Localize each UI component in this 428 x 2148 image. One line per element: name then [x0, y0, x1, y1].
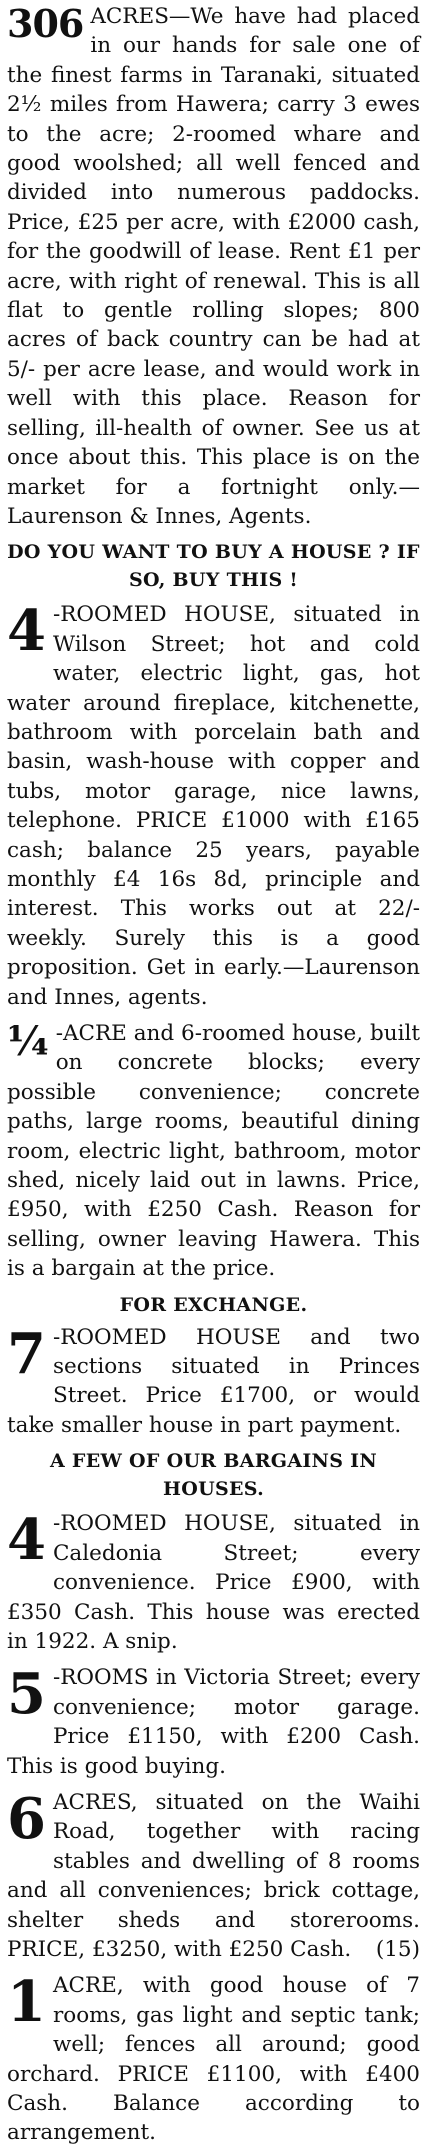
ad-6-acres-waihi-road [7, 1785, 420, 1964]
ad-reference-number: (15) [375, 1936, 420, 1962]
ad-lead-number: 6 [7, 1785, 46, 1852]
ad-7-roomed-house-princes-street [7, 1320, 420, 1441]
section-heading-buy-a-house: DO YOU WANT TO BUY A HOUSE ? IF SO, BUY THIS ! [7, 541, 420, 592]
ad-lead-number: 4 [7, 1507, 46, 1574]
ad-text: -ROOMED HOUSE, situated in Caledonia Street; every convenience. Price £900, with £350 Cash. This house was erected in 1922. A snip. [7, 1511, 420, 1654]
ad-lead-number: 7 [7, 1320, 46, 1387]
ad-text: -ACRE and 6-roomed house, built on concrete blocks; every possible convenience; concrete paths, large rooms, beautiful dining room, electric light, bathroom, motor shed, nicely laid out in lawns. Price, £950, with £250 Cash. Reason for selling, owner leaving Hawera. This is a bargain at the price. [7, 1021, 420, 1282]
ad-text: ACRES, situated on the Waihi Road, together with racing stables and dwelling of 8 rooms and all conveniences; brick cottage, shelter sheds and storerooms. PRICE, £3250, with £250 Cash. [7, 1789, 420, 1962]
ad-text: ACRES—We have had placed in our hands for sale one of the finest farms in Taranaki, situated 2½ miles from Hawera; carry 3 ewes to the acre; 2-roomed whare and good woolshed; all well fenced and divided into numerous paddocks. Price, £25 per acre, with £2000 cash, for the goodwill of lease. Rent £1 per acre, with right of renewal. This is all flat to gentle rolling slopes; 800 acres of back country can be had at 5/- per acre lease, and would work in well with this place. Reason for selling, ill-health of owner. See us at once about this. This place is on the market for a fortnight only.—Laurenson & Innes, Agents. [7, 4, 420, 529]
ad-lead-number: 306 [7, 1, 84, 46]
ad-lead-number: 4 [7, 598, 46, 665]
ad-lead-number: ¼ [7, 1018, 49, 1065]
section-heading-bargains-in-houses: A FEW OF OUR BARGAINS IN HOUSES. [49, 1450, 378, 1501]
ad-text: ACRE, with good house of 7 rooms, gas light and septic tank; well; fences all around; good orchard. PRICE £1100, with £400 Cash. Balance according to arrangement. [7, 1973, 420, 2146]
ad-1-acre-7-roomed-house [7, 1971, 420, 2147]
ad-lead-number: 5 [7, 1661, 46, 1728]
ad-text: -ROOMED HOUSE, situated in Wilson Street; hot and cold water, electric light, gas, hot water around fireplace, kitchenette, bathroom with porcelain bath and basin, wash-house with copper and tubs, motor garage, nice lawns, telephone. PRICE £1000 with £165 cash; balance 25 years, payable monthly £4 16s 8d, principle and interest. This works out at 22/- weekly. Surely this is a good proposition. Get in early.—Laurenson and Innes, agents. [7, 602, 420, 1010]
ad-306-acres-farm [7, 2, 420, 531]
ad-4-roomed-house-caledonia-street [7, 1509, 420, 1656]
ad-text-wrap [7, 1785, 420, 1964]
ad-5-rooms-victoria-street [7, 1663, 420, 1781]
ad-text: -ROOMED HOUSE and two sections situated in Princes Street. Price £1700, or would take smaller house in part payment. [7, 1324, 420, 1438]
ad-quarter-acre-6-roomed-house [7, 1019, 420, 1284]
ad-4-roomed-house-wilson-street [7, 600, 420, 1012]
ad-lead-number: 1 [7, 1969, 46, 2036]
section-heading-for-exchange: FOR EXCHANGE. [119, 1293, 308, 1316]
ad-text: -ROOMS in Victoria Street; every convenience; motor garage. Price £1150, with £200 Cash. This is good buying. [7, 1665, 420, 1779]
